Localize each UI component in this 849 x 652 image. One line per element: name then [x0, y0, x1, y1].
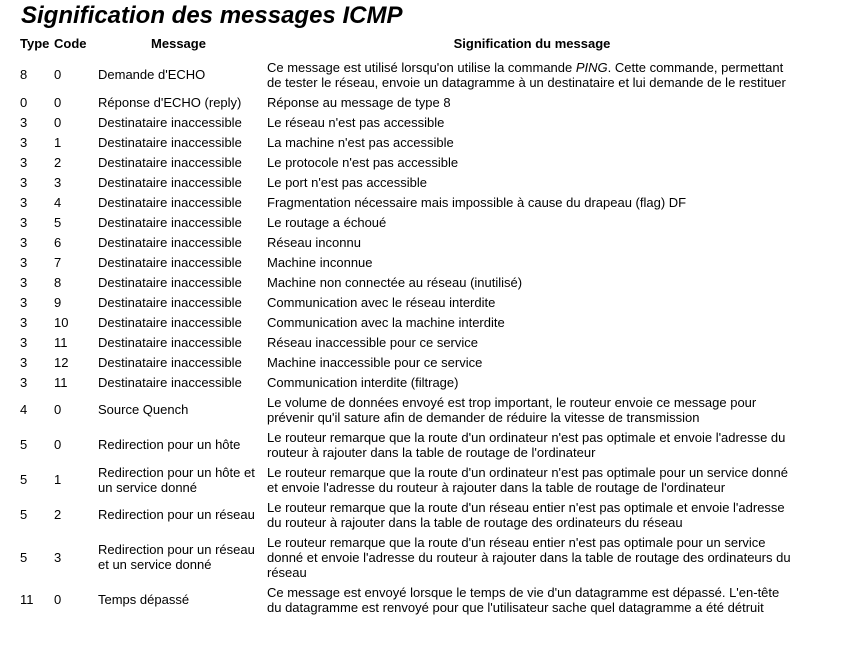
cell-code: 4 [54, 194, 62, 210]
cell-type: 3 [20, 294, 28, 310]
cell-code: 7 [54, 254, 62, 270]
cell-message: Destinataire inaccessible [98, 374, 242, 390]
cell-meaning: Communication interdite (filtrage) [267, 374, 459, 390]
table-row [18, 372, 799, 392]
cell-code: 0 [54, 592, 62, 607]
cell-message: Destinataire inaccessible [98, 174, 242, 190]
cell-type: 5 [20, 507, 28, 522]
table-row [18, 427, 799, 462]
cell-type: 5 [20, 472, 28, 487]
table-row [18, 152, 799, 172]
table-row [18, 132, 799, 152]
cell-meaning: Machine inaccessible pour ce service [267, 354, 483, 370]
icmp-messages-table [18, 35, 799, 617]
cell-type: 3 [20, 354, 28, 370]
cell-type: 11 [20, 592, 34, 607]
cell-code: 11 [54, 334, 68, 350]
cell-message: Destinataire inaccessible [98, 294, 242, 310]
cell-type: 3 [20, 374, 28, 390]
cell-code: 0 [54, 114, 62, 130]
table-row [18, 532, 799, 582]
meaning-text: . Cette commande, permettant de tester le réseau, envoie un datagramme à un destinataire et lui demande de le restituer [267, 59, 786, 90]
table-row [18, 252, 799, 272]
table-row [18, 57, 799, 92]
cell-type: 3 [20, 214, 28, 230]
cell-code: 1 [54, 472, 62, 487]
table-row [18, 392, 799, 427]
cell-type: 3 [20, 254, 28, 270]
table-row [18, 172, 799, 192]
cell-meaning: La machine n'est pas accessible [267, 134, 454, 150]
header-type: Type [20, 36, 50, 51]
cell-message: Destinataire inaccessible [98, 134, 242, 150]
cell-message: Demande d'ECHO [98, 67, 206, 82]
cell-code: 8 [54, 274, 62, 290]
cell-code: 6 [54, 234, 62, 250]
cell-meaning: Le réseau n'est pas accessible [267, 114, 445, 130]
table-row [18, 582, 799, 617]
cell-meaning: Communication avec la machine interdite [267, 314, 505, 330]
cell-meaning: Le routeur remarque que la route d'un ordinateur n'est pas optimale et envoie l'adresse du routeur à rajouter dans la table de routage de l'ordinateur [267, 429, 786, 460]
page-title: Signification des messages ICMP [21, 2, 403, 29]
cell-message: Destinataire inaccessible [98, 154, 242, 170]
table-row [18, 232, 799, 252]
cell-message: Redirection pour un hôte [98, 437, 241, 452]
cell-message: Destinataire inaccessible [98, 234, 242, 250]
table-row [18, 352, 799, 372]
cell-meaning: Machine inconnue [267, 254, 373, 270]
cell-message: Destinataire inaccessible [98, 194, 242, 210]
cell-code: 0 [54, 437, 62, 452]
cell-message: Destinataire inaccessible [98, 354, 242, 370]
cell-meaning: Réseau inconnu [267, 234, 361, 250]
cell-code: 2 [54, 507, 62, 522]
cell-message: Redirection pour un hôte et un service donné [98, 464, 255, 495]
table-row [18, 462, 799, 497]
ping-command-emphasis: PING [575, 59, 608, 75]
cell-type: 8 [20, 67, 28, 82]
header-meaning: Signification du message [453, 36, 611, 51]
cell-type: 3 [20, 114, 28, 130]
table-row [18, 192, 799, 212]
cell-type: 3 [20, 334, 28, 350]
cell-type: 3 [20, 174, 28, 190]
cell-type: 3 [20, 234, 28, 250]
cell-meaning: Le protocole n'est pas accessible [267, 154, 459, 170]
cell-meaning: Réseau inaccessible pour ce service [267, 334, 478, 350]
cell-meaning [265, 57, 799, 92]
table-row [18, 212, 799, 232]
cell-message: Redirection pour un réseau [98, 507, 255, 522]
table-row [18, 497, 799, 532]
cell-code: 0 [54, 94, 62, 110]
table-header-row [18, 35, 799, 57]
cell-message: Destinataire inaccessible [98, 254, 242, 270]
cell-message: Destinataire inaccessible [98, 314, 242, 330]
meaning-text: Ce message est utilisé lorsqu'on utilise la commande [267, 59, 576, 75]
cell-type: 3 [20, 194, 28, 210]
cell-meaning: Fragmentation nécessaire mais impossible à cause du drapeau (flag) DF [267, 194, 687, 210]
cell-type: 5 [20, 437, 28, 452]
cell-type: 3 [20, 314, 28, 330]
cell-code: 3 [54, 174, 62, 190]
cell-message: Réponse d'ECHO (reply) [98, 94, 242, 110]
cell-meaning: Le routeur remarque que la route d'un réseau entier n'est pas optimale et envoie l'adresse du routeur à rajouter dans la table de routage des ordinateurs du réseau [267, 499, 785, 530]
table-row [18, 272, 799, 292]
cell-code: 1 [54, 134, 62, 150]
cell-code: 5 [54, 214, 62, 230]
cell-message: Redirection pour un réseau et un service donné [98, 542, 255, 572]
cell-type: 4 [20, 402, 28, 417]
cell-code: 12 [54, 354, 69, 370]
cell-type: 0 [20, 94, 28, 110]
cell-code: 3 [54, 549, 62, 565]
table-row [18, 112, 799, 132]
cell-code: 10 [54, 314, 69, 330]
cell-code: 11 [54, 374, 68, 390]
cell-message: Destinataire inaccessible [98, 114, 242, 130]
header-code: Code [54, 36, 87, 51]
cell-meaning: Machine non connectée au réseau (inutilisé) [267, 274, 523, 290]
cell-message: Destinataire inaccessible [98, 214, 242, 230]
cell-message: Destinataire inaccessible [98, 274, 242, 290]
table-row [18, 332, 799, 352]
cell-code: 0 [54, 67, 62, 82]
cell-meaning: Ce message est envoyé lorsque le temps de vie d'un datagramme est dépassé. L'en-tête du datagramme est renvoyé pour que l'utilisateur sache quel datagramme a été détruit [267, 584, 780, 615]
header-message: Message [151, 36, 206, 51]
table-row [18, 292, 799, 312]
cell-type: 3 [20, 274, 28, 290]
cell-meaning: Communication avec le réseau interdite [267, 294, 496, 310]
cell-code: 0 [54, 402, 62, 417]
cell-code: 9 [54, 294, 62, 310]
cell-type: 5 [20, 549, 28, 565]
cell-message: Temps dépassé [98, 592, 190, 607]
cell-message: Destinataire inaccessible [98, 334, 242, 350]
cell-meaning: Le routeur remarque que la route d'un réseau entier n'est pas optimale pour un service donné et envoie l'adresse du routeur à rajouter dans la table de routage des ordinateurs du réseau [267, 534, 791, 580]
table-body [18, 57, 799, 617]
cell-type: 3 [20, 134, 28, 150]
cell-meaning: Le routage a échoué [267, 214, 387, 230]
cell-type: 3 [20, 154, 28, 170]
cell-meaning: Le port n'est pas accessible [267, 174, 428, 190]
cell-code: 2 [54, 154, 62, 170]
table-row [18, 92, 799, 112]
table-row [18, 312, 799, 332]
cell-meaning: Le volume de données envoyé est trop important, le routeur envoie ce message pour prévenir qu'il sature afin de demander de réduire la vitesse de transmission [267, 394, 757, 425]
cell-message: Source Quench [98, 402, 189, 417]
cell-meaning: Réponse au message de type 8 [267, 94, 451, 110]
cell-meaning: Le routeur remarque que la route d'un ordinateur n'est pas optimale pour un service donné et envoie l'adresse du routeur à rajouter dans la table de routage de l'ordinateur [267, 464, 788, 495]
